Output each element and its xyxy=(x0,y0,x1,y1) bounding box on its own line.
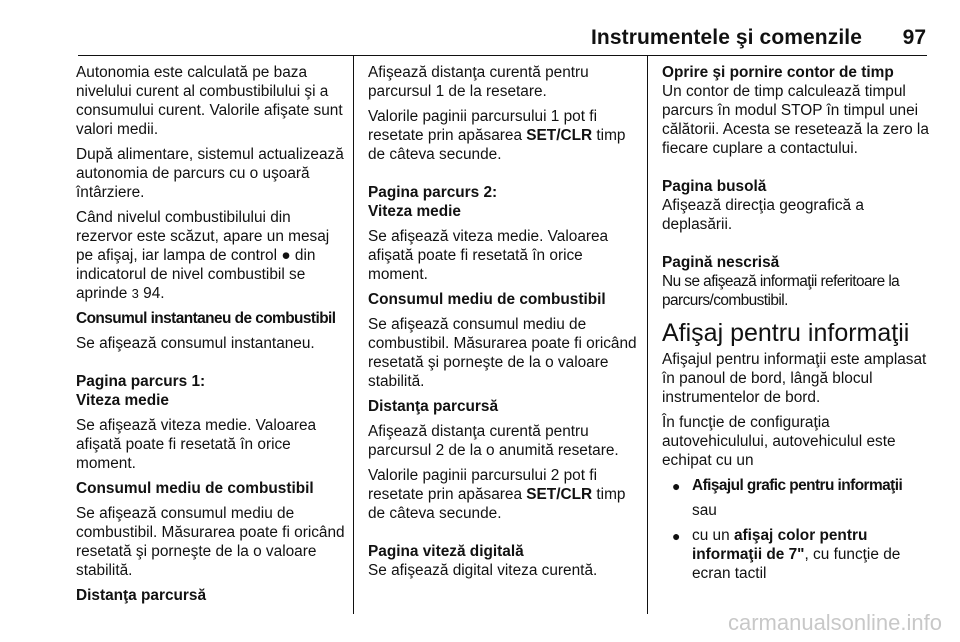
page-number: 97 xyxy=(902,26,926,49)
page-reference: 94. xyxy=(138,285,165,302)
page-reference-icon: 3 xyxy=(131,286,139,301)
paragraph: Un contor de timp calculează timpul parcurs în modul STOP în timpul unei călătorii. Acesta se resetează la zero la fiecare cuplare a contactului. xyxy=(662,83,929,157)
list-item-label: afişaj color pentru informaţii de 7" xyxy=(692,527,868,563)
heading: Pagina parcurs 2: xyxy=(368,184,498,201)
paragraph-text: timp de câteva secunde. xyxy=(368,127,626,163)
paragraph: Se afişează consumul mediu de combustibil. Măsurarea poate fi oricând resetată şi porneşte de la o valoare stabilită. xyxy=(368,316,637,390)
heading: Distanţa parcursă xyxy=(368,398,499,415)
heading: Oprire şi pornire contor de timp xyxy=(662,64,894,81)
paragraph: Afişează distanţa curentă pentru parcursul 1 de la resetare. xyxy=(368,64,589,100)
paragraph: Nu se afişează informaţii referitoare la parcurs/combustibil. xyxy=(662,273,900,309)
list-item-text: cu un xyxy=(692,527,734,544)
list-item-text: , cu funcţie de ecran tactil xyxy=(692,546,901,582)
paragraph: Afişează direcţia geografică a deplasării. xyxy=(662,197,864,233)
paragraph: Afişajul pentru informaţii este amplasat în panoul de bord, lângă blocul instrumentelor de bord. xyxy=(662,351,927,406)
column-3 xyxy=(662,63,932,589)
bullet-icon: ● xyxy=(672,478,681,494)
heading: Pagină nescrisă xyxy=(662,254,780,271)
paragraph: Se afişează consumul instantaneu. xyxy=(76,335,315,352)
paragraph-text: din indicatorul de nivel combustibil se aprinde xyxy=(76,247,316,302)
set-clr-button-label: SET/CLR xyxy=(526,127,593,144)
watermark: carmanualsonline.info xyxy=(727,610,942,635)
list-item xyxy=(662,526,932,583)
column-2 xyxy=(368,63,638,586)
list-item-note: sau xyxy=(692,502,717,519)
paragraph-text: Când nivelul combustibilului din rezervor este scăzut, apare un mesaj pe afişaj, iar lampa de control xyxy=(76,209,330,264)
paragraph: Se afişează consumul mediu de combustibil. Măsurarea poate fi oricând resetată şi porneşte de la o valoare stabilită. xyxy=(76,505,345,579)
paragraph-text: Valorile paginii parcursului 1 pot fi resetate prin apăsarea xyxy=(368,108,597,144)
paragraph: Se afişează viteza medie. Valoarea afişată poate fi resetată în orice moment. xyxy=(368,228,609,283)
column-divider-1 xyxy=(353,56,354,614)
page-header xyxy=(0,0,960,56)
column-divider-2 xyxy=(647,56,648,614)
heading: Pagina viteză digitală xyxy=(368,543,524,560)
bullet-icon: ● xyxy=(672,528,681,544)
paragraph: Afişează distanţa curentă pentru parcursul 2 de la o anumită resetare. xyxy=(368,423,619,459)
header-rule xyxy=(78,55,927,56)
heading: Pagina parcurs 1: xyxy=(76,373,206,390)
fuel-warning-lamp-icon: ● xyxy=(281,247,291,264)
column-1 xyxy=(76,63,348,605)
heading: Consumul mediu de combustibil xyxy=(76,480,314,497)
paragraph-text: Valorile paginii parcursului 2 pot fi resetate prin apăsarea xyxy=(368,467,597,503)
heading: Pagina busolă xyxy=(662,178,767,195)
page-title: Instrumentele şi comenzile xyxy=(590,26,862,49)
list-item-label: Afişajul grafic pentru informaţii xyxy=(692,477,903,494)
paragraph xyxy=(368,107,638,164)
section-title: Afişaj pentru informaţii xyxy=(662,319,910,347)
paragraph xyxy=(368,466,638,523)
heading: Consumul instantaneu de combustibil xyxy=(76,310,336,327)
paragraph: După alimentare, sistemul actualizează autonomia de parcurs cu o uşoară întârziere. xyxy=(76,146,344,201)
heading: Distanţa parcursă xyxy=(76,587,207,604)
paragraph: În funcţie de configuraţia autovehiculului, autovehiculul este echipat cu un xyxy=(662,414,896,469)
heading: Consumul mediu de combustibil xyxy=(368,291,606,308)
paragraph: Se afişează digital viteza curentă. xyxy=(368,562,598,579)
paragraph-text: timp de câteva secunde. xyxy=(368,486,626,522)
set-clr-button-label: SET/CLR xyxy=(526,486,593,503)
paragraph: Autonomia este calculată pe baza nivelului curent al combustibilului şi a consumului curent. Valorile afişate sunt valori medii. xyxy=(76,64,343,138)
paragraph xyxy=(76,208,348,303)
heading: Viteza medie xyxy=(368,203,461,220)
heading: Viteza medie xyxy=(76,392,169,409)
list-item xyxy=(662,476,932,495)
paragraph: Se afişează viteza medie. Valoarea afişată poate fi resetată în orice moment. xyxy=(76,417,317,472)
